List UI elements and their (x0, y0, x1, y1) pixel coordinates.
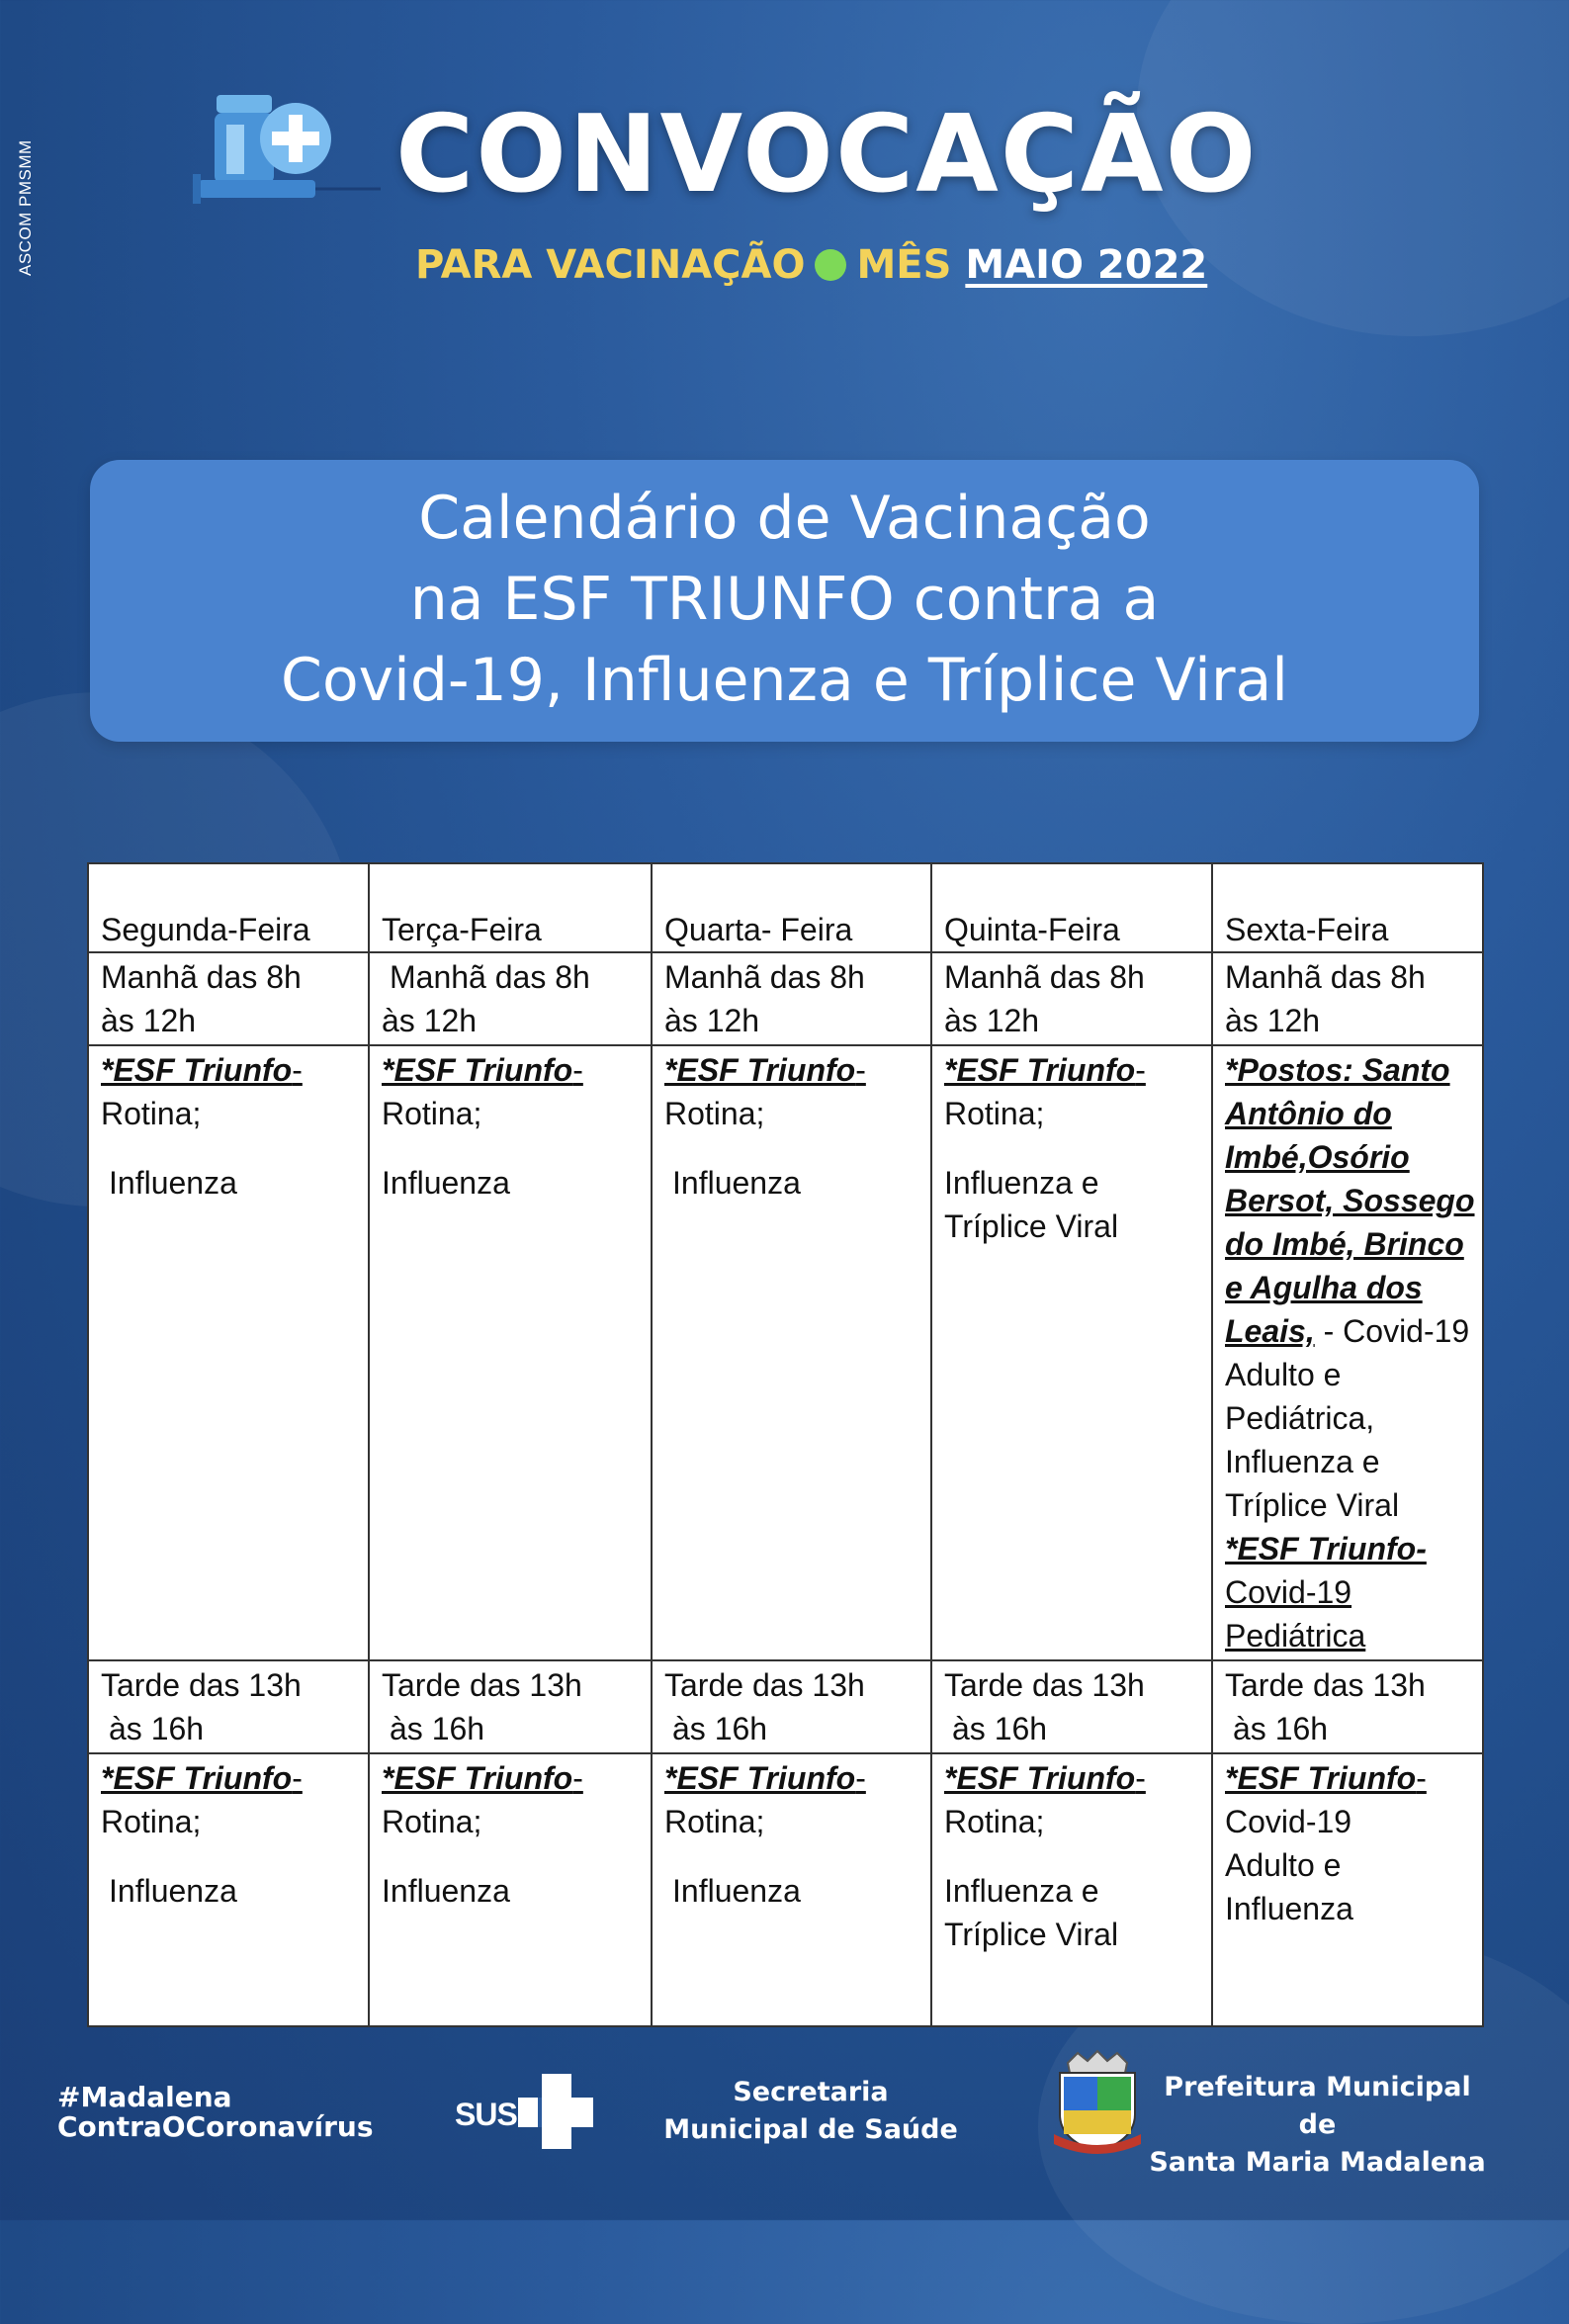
location-label: *ESF Triunfo (664, 1052, 856, 1088)
activity-text: Influenza (109, 1873, 237, 1909)
time-label: Tarde das 13h (101, 1667, 302, 1703)
time-label: às 16h (1233, 1711, 1329, 1746)
calendar-banner (90, 460, 1479, 742)
table-row (88, 863, 1483, 952)
activity-text: Rotina; (382, 1096, 482, 1131)
location-label: *ESF Triunfo (944, 1052, 1136, 1088)
activity-text: Adulto e (1225, 1847, 1342, 1883)
afternoon-time-cell (931, 1660, 1212, 1753)
vaccine-syringe-icon (193, 91, 381, 210)
activity-text: Rotina; (664, 1096, 765, 1131)
afternoon-time-cell (1212, 1660, 1483, 1753)
footer-hashtag (57, 2083, 413, 2152)
banner-line-2: na ESF TRIUNFO contra a (409, 565, 1160, 634)
location-label: *ESF Triunfo (101, 1760, 293, 1796)
morning-time-cell (1212, 952, 1483, 1045)
page-title: CONVOCAÇÃO (395, 93, 1259, 217)
subtitle-mes: MÊS (856, 242, 952, 288)
subtitle-month: MAIO 2022 (965, 242, 1208, 288)
activity-text: Influenza (382, 1873, 510, 1909)
location-label: *ESF Triunfo (382, 1052, 573, 1088)
activity-text: Rotina; (382, 1804, 482, 1839)
hashtag-line: ContraOCoronavírus (57, 2110, 374, 2143)
time-label: Manhã das 8h (1225, 959, 1426, 995)
morning-activity-cell: *ESF Triunfo- Rotina; Influenza e Tríplice Viral (931, 1045, 1212, 1660)
time-label: Manhã das 8h (101, 959, 302, 995)
location-label: *ESF Triunfo (664, 1760, 856, 1796)
afternoon-activity-cell: *ESF Triunfo- Rotina; Influenza (652, 1753, 931, 2026)
secretaria-label (662, 2074, 959, 2153)
location-label: *ESF Triunfo (101, 1052, 293, 1088)
time-label: às 12h (101, 1003, 197, 1038)
morning-time-cell (931, 952, 1212, 1045)
time-label: Tarde das 13h (944, 1667, 1145, 1703)
location-label: *ESF Triunfo (944, 1760, 1136, 1796)
subtitle-prefix: PARA VACINAÇÃO (415, 242, 806, 288)
prefeitura-label (1147, 2069, 1488, 2178)
afternoon-activity-cell: *ESF Triunfo- Rotina; Influenza (369, 1753, 652, 2026)
time-label: às 16h (672, 1711, 768, 1746)
time-label: Manhã das 8h (390, 959, 590, 995)
municipal-crest-icon (1048, 2049, 1147, 2158)
activity-text: Influenza (109, 1165, 237, 1201)
day-header: Segunda-Feira (88, 863, 369, 952)
afternoon-time-cell (652, 1660, 931, 1753)
day-header: Sexta-Feira (1212, 863, 1483, 952)
location-label: *Postos: Santo Antônio do Imbé,Osório Bersot, Sossego do Imbé, Brinco e Agulha dos Leais, (1225, 1052, 1475, 1349)
time-label: às 12h (382, 1003, 478, 1038)
activity-text: Rotina; (664, 1804, 765, 1839)
activity-text: Influenza (382, 1165, 510, 1201)
vaccination-schedule-table (87, 862, 1484, 2027)
activity-text: Rotina; (944, 1096, 1045, 1131)
morning-time-cell (88, 952, 369, 1045)
ascom-watermark: ASCOM PMSMM (16, 139, 35, 276)
secretaria-line: Secretaria (733, 2077, 889, 2107)
afternoon-activity-cell: *ESF Triunfo- Covid-19 Adulto e Influenza (1212, 1753, 1483, 2026)
activity-text: Influenza e (944, 1165, 1099, 1201)
location-label: *ESF Triunfo- (1225, 1531, 1427, 1566)
activity-text: Influenza (672, 1165, 801, 1201)
hashtag-line: #Madalena (57, 2081, 232, 2113)
activity-text: - Covid-19 Adulto e Pediátrica, Influenza e Tríplice Viral (1225, 1313, 1470, 1523)
prefeitura-line: Santa Maria Madalena (1149, 2147, 1486, 2178)
location-label: *ESF Triunfo (382, 1760, 573, 1796)
activity-text: Rotina; (944, 1804, 1045, 1839)
table-row (88, 1045, 1483, 1660)
morning-activity-cell: *ESF Triunfo- Rotina; Influenza (369, 1045, 652, 1660)
page-subtitle (415, 235, 1305, 295)
day-header: Quarta- Feira (652, 863, 931, 952)
afternoon-time-cell (88, 1660, 369, 1753)
time-label: Tarde das 13h (664, 1667, 865, 1703)
activity-text: Tríplice Viral (944, 1917, 1119, 1952)
green-dot-icon (815, 249, 846, 281)
morning-time-cell (652, 952, 931, 1045)
table-row (88, 1753, 1483, 2026)
time-label: Manhã das 8h (664, 959, 865, 995)
sus-logo-text: SUS (455, 2097, 517, 2132)
location-label: *ESF Triunfo (1225, 1760, 1417, 1796)
prefeitura-line: Prefeitura Municipal de (1164, 2072, 1471, 2140)
afternoon-activity-cell: *ESF Triunfo- Rotina; Influenza (88, 1753, 369, 2026)
morning-activity-cell: *ESF Triunfo- Rotina; Influenza (652, 1045, 931, 1660)
banner-line-1: Calendário de Vacinação (418, 484, 1151, 553)
activity-text: Covid-19 (1225, 1804, 1352, 1839)
day-header: Quinta-Feira (931, 863, 1212, 952)
time-label: às 16h (109, 1711, 205, 1746)
time-label: às 16h (390, 1711, 485, 1746)
time-label: Tarde das 13h (1225, 1667, 1426, 1703)
table-row (88, 952, 1483, 1045)
morning-time-cell (369, 952, 652, 1045)
activity-text: Rotina; (101, 1804, 202, 1839)
activity-text: Rotina; (101, 1096, 202, 1131)
activity-text: Tríplice Viral (944, 1208, 1119, 1244)
morning-activity-cell (1212, 1045, 1483, 1660)
activity-text: Influenza e (944, 1873, 1099, 1909)
morning-activity-cell: *ESF Triunfo- Rotina; Influenza (88, 1045, 369, 1660)
activity-text: Covid-19 (1225, 1574, 1352, 1610)
time-label: Tarde das 13h (382, 1667, 582, 1703)
activity-text: Pediátrica (1225, 1618, 1366, 1654)
time-label: às 12h (944, 1003, 1040, 1038)
activity-text: Influenza (1225, 1891, 1353, 1926)
secretaria-line: Municipal de Saúde (663, 2114, 958, 2145)
activity-text: Influenza (672, 1873, 801, 1909)
table-row (88, 1660, 1483, 1753)
time-label: Manhã das 8h (944, 959, 1145, 995)
afternoon-time-cell (369, 1660, 652, 1753)
banner-line-3: Covid-19, Influenza e Tríplice Viral (281, 646, 1288, 715)
time-label: às 12h (664, 1003, 760, 1038)
time-label: às 16h (952, 1711, 1048, 1746)
afternoon-activity-cell: *ESF Triunfo- Rotina; Influenza e Tríplice Viral (931, 1753, 1212, 2026)
day-header: Terça-Feira (369, 863, 652, 952)
time-label: às 12h (1225, 1003, 1321, 1038)
